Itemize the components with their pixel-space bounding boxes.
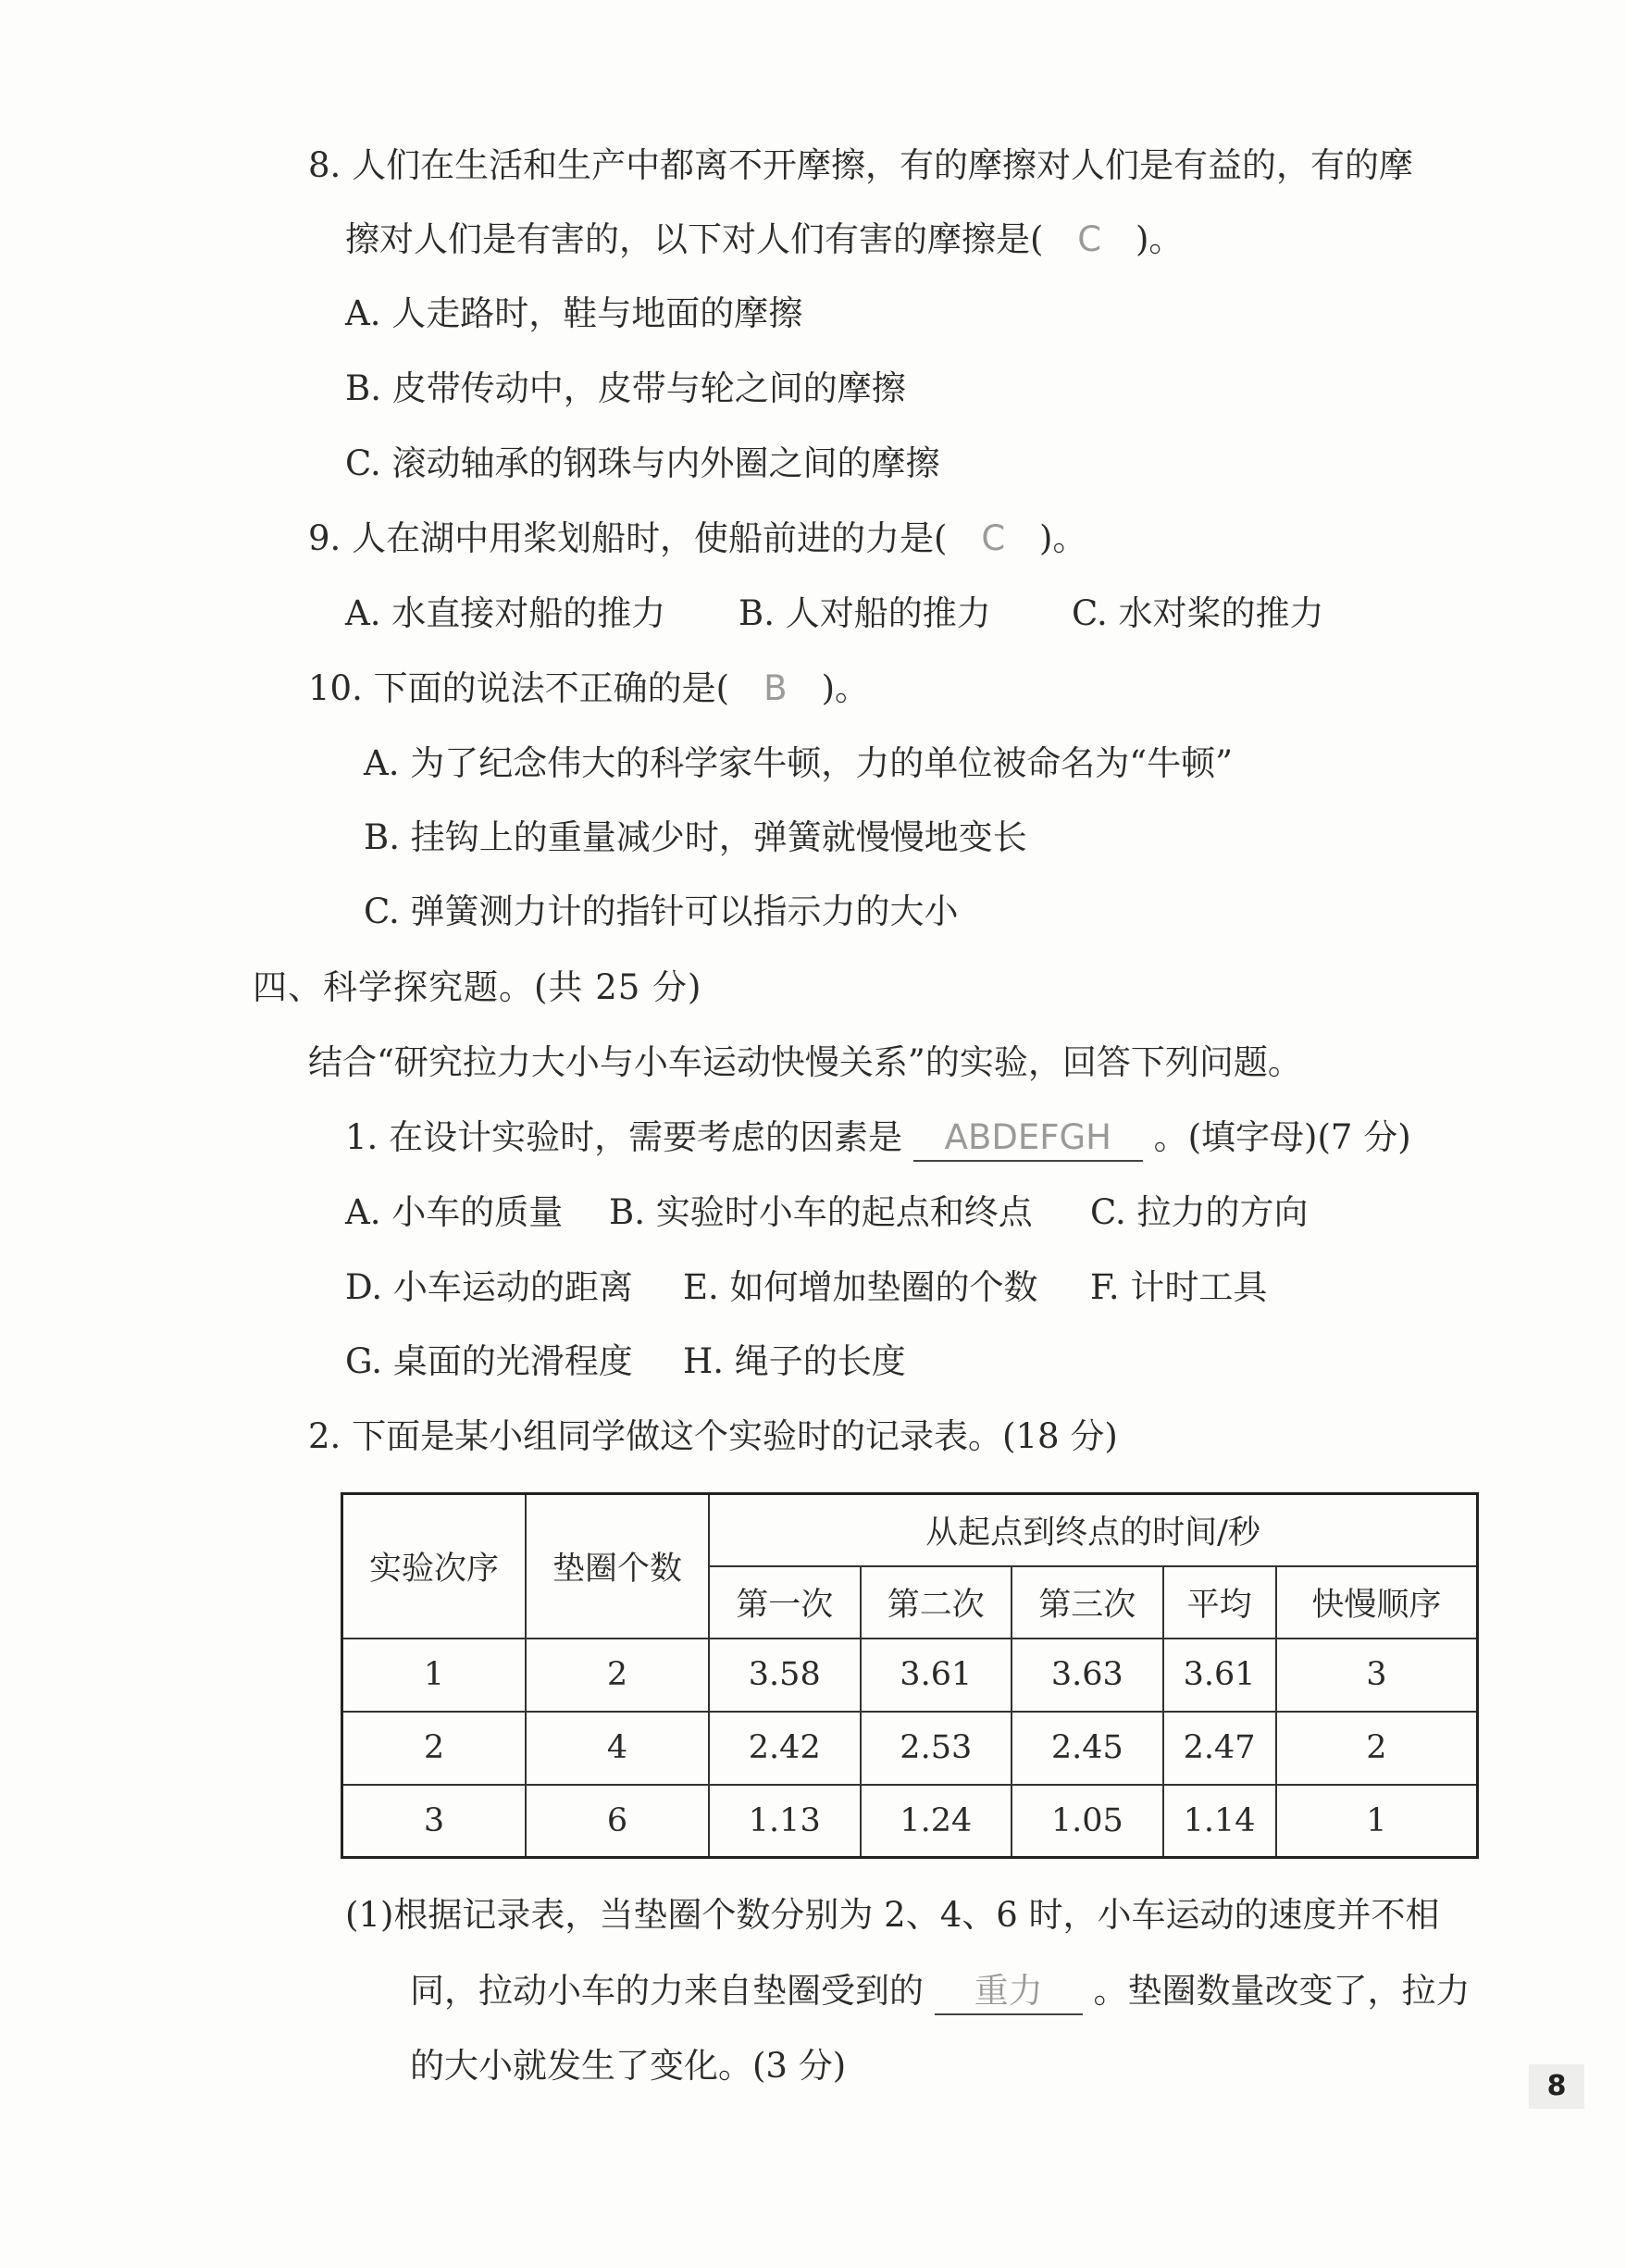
table-cell: 3 xyxy=(342,1785,527,1858)
s4-sub1-line3: 的大小就发生了变化。(3 分) xyxy=(410,2046,847,2086)
q9-option-c: C. 水对桨的推力 xyxy=(1072,593,1324,633)
s4-q1-option-g: G. 桌面的光滑程度 xyxy=(345,1341,633,1381)
s4-q1-option-c: C. 拉力的方向 xyxy=(1090,1192,1309,1232)
table-cell: 2.47 xyxy=(1163,1712,1276,1785)
table-cell: 3.63 xyxy=(1012,1639,1163,1712)
table-row xyxy=(342,1639,1478,1712)
q8-line2 xyxy=(345,218,1183,262)
q8-line1: 8. 人们在生活和生产中都离不开摩擦，有的摩擦对人们是有益的，有的摩 xyxy=(308,145,1414,185)
table-cell: 3.61 xyxy=(861,1639,1012,1712)
table-cell: 1.24 xyxy=(861,1785,1012,1858)
table-cell: 2 xyxy=(342,1712,527,1785)
q9-stem-line xyxy=(308,517,1086,561)
table-cell: 3 xyxy=(1276,1639,1478,1712)
q8-option-c: C. 滚动轴承的钢珠与内外圈之间的摩擦 xyxy=(345,443,940,483)
q9-stem: 9. 人在湖中用桨划船时，使船前进的力是( xyxy=(308,518,948,558)
section-4-intro: 结合“研究拉力大小与小车运动快慢关系”的实验，回答下列问题。 xyxy=(308,1042,1302,1082)
q9-option-b: B. 人对船的推力 xyxy=(739,593,991,633)
header-third: 第三次 xyxy=(1012,1566,1163,1639)
table-cell: 1.13 xyxy=(709,1785,861,1858)
header-washers: 垫圈个数 xyxy=(526,1494,709,1639)
s4-q1-stem: 1. 在设计实验时，需要考虑的因素是 xyxy=(345,1117,903,1157)
header-order: 实验次序 xyxy=(342,1494,527,1639)
table-cell: 2 xyxy=(1276,1712,1478,1785)
table-cell: 1 xyxy=(342,1639,527,1712)
table-cell: 6 xyxy=(526,1785,709,1858)
table-cell: 4 xyxy=(526,1712,709,1785)
header-first: 第一次 xyxy=(709,1566,861,1639)
header-rank: 快慢顺序 xyxy=(1276,1566,1478,1639)
q9-stem-end: )。 xyxy=(1039,518,1087,558)
header-second: 第二次 xyxy=(861,1566,1012,1639)
s4-q1-option-a: A. 小车的质量 xyxy=(345,1192,564,1232)
q10-option-b: B. 挂钩上的重量减少时，弹簧就慢慢地变长 xyxy=(364,817,1027,857)
q9-option-a: A. 水直接对船的推力 xyxy=(345,593,666,633)
q10-option-a: A. 为了纪念伟大的科学家牛顿，力的单位被命名为“牛顿” xyxy=(364,743,1234,783)
s4-sub1-stem: 同，拉动小车的力来自垫圈受到的 xyxy=(410,1971,924,2011)
q10-stem: 10. 下面的说法不正确的是( xyxy=(308,668,730,708)
section-4-title: 四、科学探究题。(共 25 分) xyxy=(253,967,702,1007)
table-cell: 2.53 xyxy=(861,1712,1012,1785)
table-cell: 2.45 xyxy=(1012,1712,1163,1785)
s4-q1-option-e: E. 如何增加垫圈的个数 xyxy=(683,1267,1038,1307)
q10-stem-line xyxy=(308,667,869,711)
q8-answer: C xyxy=(1077,219,1102,259)
q9-answer: C xyxy=(981,518,1006,558)
s4-sub1-stem-end: 。垫圈数量改变了，拉力 xyxy=(1093,1971,1471,2011)
s4-q1-option-b: B. 实验时小车的起点和终点 xyxy=(609,1192,1033,1232)
table-cell: 2 xyxy=(526,1639,709,1712)
table-row xyxy=(342,1785,1478,1858)
q8-stem-end: )。 xyxy=(1135,219,1184,259)
table-cell: 1 xyxy=(1276,1785,1478,1858)
q10-stem-end: )。 xyxy=(821,668,870,708)
table-cell: 1.05 xyxy=(1012,1785,1163,1858)
s4-q2-stem: 2. 下面是某小组同学做这个实验时的记录表。(18 分) xyxy=(308,1416,1118,1456)
table-cell: 3.61 xyxy=(1163,1639,1276,1712)
s4-q1-answer: ABDEFGH xyxy=(913,1115,1143,1162)
record-table xyxy=(341,1492,1479,1859)
q8-stem: 擦对人们是有害的，以下对人们有害的摩擦是( xyxy=(345,219,1044,259)
page-number: 8 xyxy=(1529,2064,1584,2109)
table-cell: 2.42 xyxy=(709,1712,861,1785)
header-average: 平均 xyxy=(1163,1566,1276,1639)
q8-option-a: A. 人走路时，鞋与地面的摩擦 xyxy=(345,293,803,333)
s4-sub1-line1: (1)根据记录表，当垫圈个数分别为 2、4、6 时，小车运动的速度并不相 xyxy=(345,1895,1440,1935)
s4-q1-line xyxy=(345,1115,1411,1162)
table-row xyxy=(342,1712,1478,1785)
table-cell: 3.58 xyxy=(709,1639,861,1712)
s4-sub1-line2 xyxy=(410,1969,1471,2015)
header-time: 从起点到终点的时间/秒 xyxy=(709,1494,1478,1566)
s4-q1-option-f: F. 计时工具 xyxy=(1090,1267,1268,1307)
s4-q1-option-h: H. 绳子的长度 xyxy=(683,1341,906,1381)
s4-sub1-answer: 重力 xyxy=(935,1969,1083,2015)
s4-q1-stem-end: 。(填字母)(7 分) xyxy=(1153,1117,1411,1157)
table-cell: 1.14 xyxy=(1163,1785,1276,1858)
s4-q1-option-d: D. 小车运动的距离 xyxy=(345,1267,633,1307)
q10-answer: B xyxy=(763,668,788,708)
q8-option-b: B. 皮带传动中，皮带与轮之间的摩擦 xyxy=(345,368,906,408)
q10-option-c: C. 弹簧测力计的指针可以指示力的大小 xyxy=(364,891,959,931)
